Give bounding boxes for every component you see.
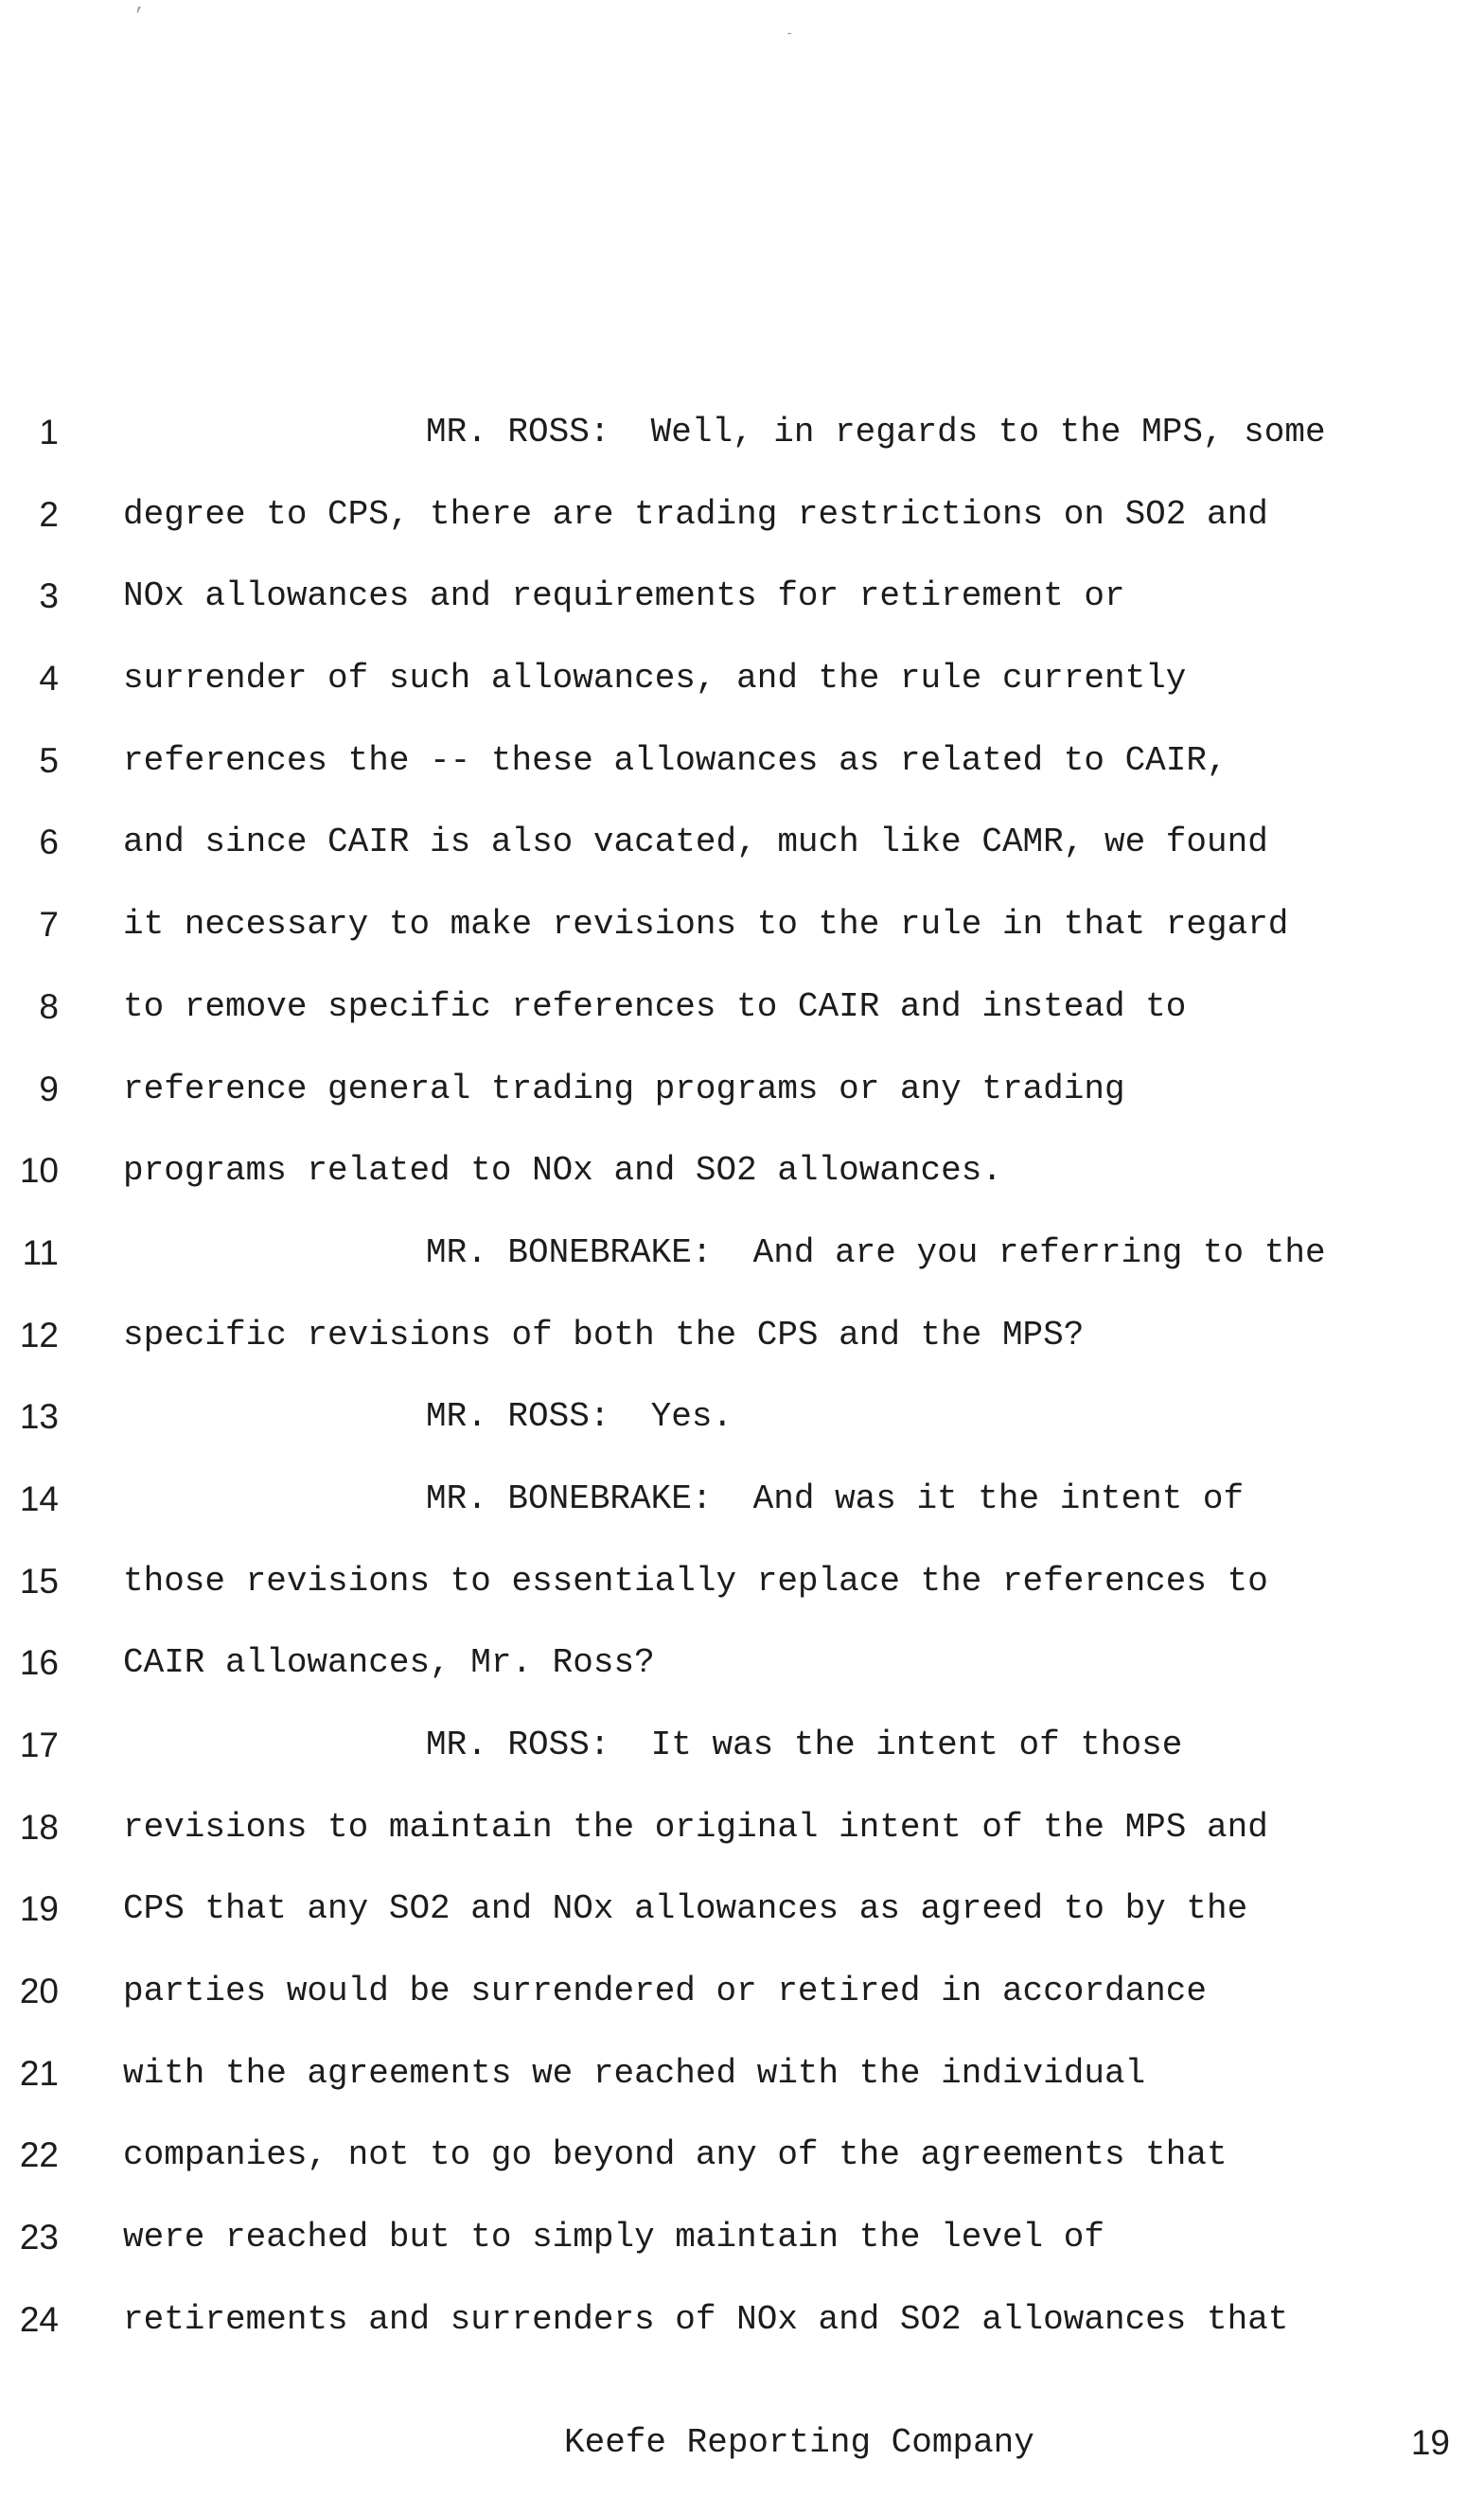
transcript-line — [0, 1558, 1484, 1640]
line-text: companies, not to go beyond any of the agreements that — [123, 2135, 1228, 2175]
line-text: and since CAIR is also vacated, much like CAMR, we found — [123, 823, 1268, 862]
transcript-line — [0, 1230, 1484, 1312]
line-text: it necessary to make revisions to the rule in that regard — [123, 905, 1289, 945]
transcript-line — [0, 1639, 1484, 1722]
line-number: 16 — [19, 1643, 59, 1683]
line-text: CAIR allowances, Mr. Ross? — [123, 1643, 655, 1683]
line-number: 12 — [19, 1315, 59, 1354]
transcript-line — [0, 983, 1484, 1066]
line-number: 4 — [39, 659, 59, 699]
line-number: 9 — [39, 1069, 59, 1108]
line-number: 19 — [19, 1889, 59, 1929]
line-text: programs related to NOx and SO2 allowances. — [123, 1151, 1002, 1191]
transcript-line — [0, 737, 1484, 820]
transcript-line — [0, 491, 1484, 574]
transcript-line — [0, 2296, 1484, 2379]
page-number: 19 — [1410, 2423, 1450, 2462]
line-number: 20 — [19, 1972, 59, 2011]
line-text: revisions to maintain the original intent of the MPS and — [123, 1807, 1268, 1847]
line-text: retirements and surrenders of NOx and SO2 allowances that — [123, 2299, 1289, 2339]
line-number: 18 — [19, 1807, 59, 1847]
transcript-line — [0, 2132, 1484, 2214]
line-text: MR. ROSS: Well, in regards to the MPS, some — [426, 413, 1326, 451]
page-footer — [0, 2419, 1484, 2476]
line-text: NOx allowances and requirements for retirement or — [123, 576, 1125, 616]
transcript-body — [0, 409, 1484, 2379]
line-number: 1 — [39, 413, 59, 451]
line-number: 6 — [39, 823, 59, 862]
line-text: parties would be surrendered or retired in accordance — [123, 1972, 1207, 2011]
line-text: CPS that any SO2 and NOx allowances as agreed to by the — [123, 1889, 1248, 1929]
transcript-line — [0, 901, 1484, 983]
transcript-line — [0, 1066, 1484, 1148]
transcript-line — [0, 1722, 1484, 1804]
transcript-line — [0, 1804, 1484, 1886]
line-number: 23 — [19, 2218, 59, 2257]
scan-mark: , — [134, 0, 147, 16]
line-text: MR. ROSS: Yes. — [426, 1397, 733, 1437]
transcript-line — [0, 409, 1484, 491]
line-number: 10 — [19, 1151, 59, 1191]
line-text: MR. BONEBRAKE: And was it the intent of — [426, 1478, 1245, 1518]
line-text: degree to CPS, there are trading restrictions on SO2 and — [123, 494, 1268, 534]
transcript-line — [0, 1886, 1484, 1968]
line-number: 24 — [19, 2299, 59, 2339]
transcript-line — [0, 1476, 1484, 1558]
line-number: 8 — [39, 986, 59, 1026]
line-text: MR. BONEBRAKE: And are you referring to the — [426, 1232, 1326, 1272]
line-text: those revisions to essentially replace the references to — [123, 1561, 1268, 1601]
line-text: MR. ROSS: It was the intent of those — [426, 1726, 1183, 1764]
transcript-line — [0, 573, 1484, 655]
transcript-line — [0, 655, 1484, 737]
line-number: 11 — [22, 1232, 59, 1272]
line-number: 21 — [19, 2053, 59, 2093]
transcript-line — [0, 819, 1484, 901]
line-number: 13 — [19, 1397, 59, 1437]
line-number: 5 — [39, 740, 59, 780]
reporting-company: Keefe Reporting Company — [564, 2423, 1034, 2462]
line-number: 7 — [39, 905, 59, 945]
line-number: 22 — [19, 2135, 59, 2175]
transcript-line — [0, 1147, 1484, 1230]
line-number: 3 — [39, 576, 59, 616]
line-text: references the -- these allowances as related to CAIR, — [123, 740, 1228, 780]
transcript-line — [0, 1393, 1484, 1476]
scan-mark: - — [786, 27, 794, 42]
line-text: to remove specific references to CAIR and instead to — [123, 986, 1187, 1026]
transcript-line — [0, 2050, 1484, 2133]
line-text: reference general trading programs or any trading — [123, 1069, 1125, 1108]
line-number: 2 — [39, 494, 59, 534]
line-number: 14 — [19, 1478, 59, 1518]
line-text: were reached but to simply maintain the level of — [123, 2218, 1104, 2257]
transcript-line — [0, 1312, 1484, 1394]
line-number: 15 — [19, 1561, 59, 1601]
line-text: with the agreements we reached with the individual — [123, 2053, 1146, 2093]
line-number: 17 — [19, 1726, 59, 1764]
line-text: surrender of such allowances, and the rule currently — [123, 659, 1187, 699]
line-text: specific revisions of both the CPS and the MPS? — [123, 1315, 1085, 1354]
transcript-line — [0, 2214, 1484, 2296]
transcript-line — [0, 1968, 1484, 2050]
